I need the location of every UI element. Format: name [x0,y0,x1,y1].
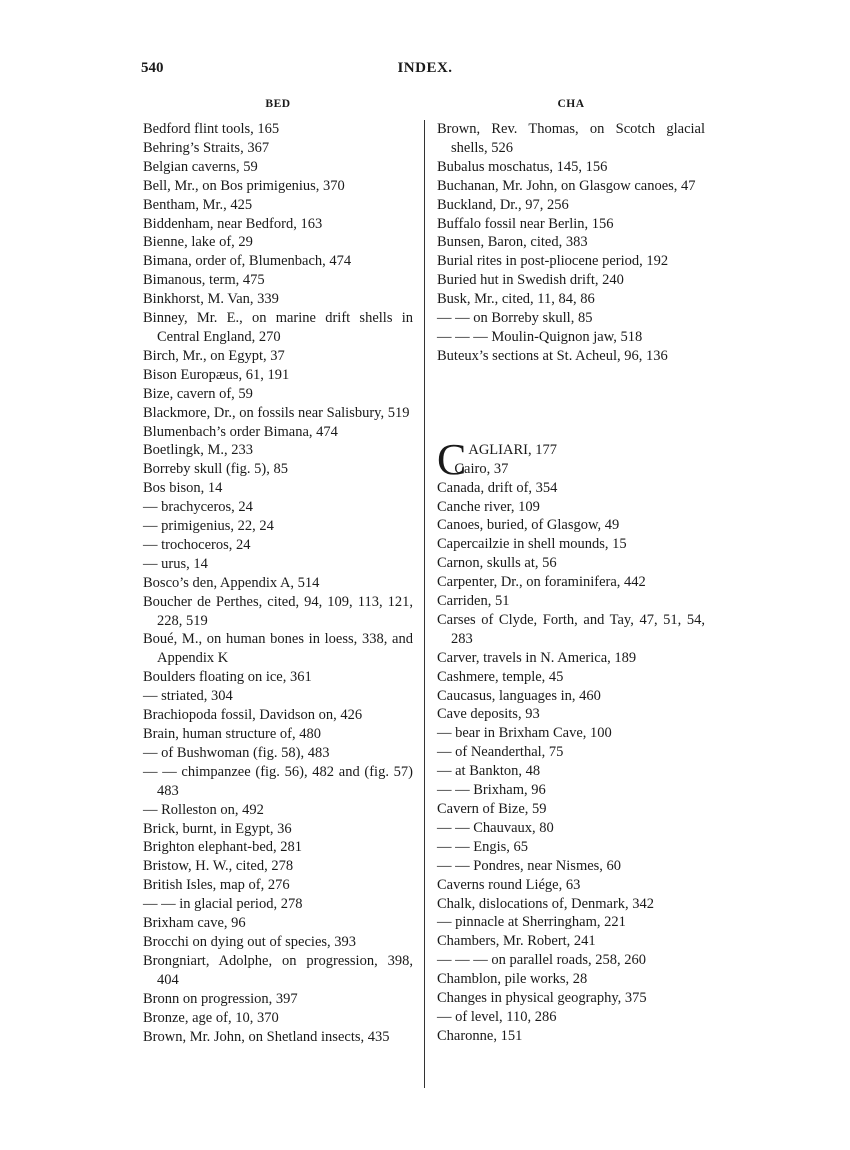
index-entry: Bell, Mr., on Bos primigenius, 370 [143,177,345,194]
index-entry: — — Pondres, near Nismes, 60 [437,857,622,874]
index-entry: Binkhorst, M. Van, 339 [143,291,279,308]
index-entry: Changes in physical geography, 375 [437,990,647,1007]
index-entry: Bos bison, 14 [143,480,223,497]
index-entry: Boetlingk, M., 233 [143,442,253,459]
index-entry: Blackmore, Dr., on fossils near Salisbury, 519 [143,404,410,421]
index-entry: Bristow, H. W., cited, 278 [143,858,294,875]
index-entry: Borreby skull (fig. 5), 85 [143,461,288,478]
index-entry: Cashmere, temple, 45 [437,668,564,685]
index-entry: Bimanous, term, 475 [143,272,265,289]
index-entry: Caucasus, languages in, 460 [437,687,601,704]
index-entry: Bedford flint tools, 165 [143,121,280,137]
index-entry: Carver, travels in N. America, 189 [437,649,637,666]
index-entry: Chambers, Mr. Robert, 241 [437,933,596,950]
index-entry: Boucher de Perthes, cited, 94, 109, 113, 121, 228, 519 [143,593,413,629]
index-entry: Carpenter, Dr., on foraminifera, 442 [437,574,646,591]
index-entry: — brachyceros, 24 [143,499,253,516]
index-entry: Cavern of Bize, 59 [437,801,547,817]
right-column [437,96,705,1046]
index-entry: — — — Moulin-Quignon jaw, 518 [437,328,643,345]
index-entry: Bubalus moschatus, 145, 156 [437,158,608,175]
index-entry: Charonne, 151 [437,1027,523,1044]
index-entry: Busk, Mr., cited, 11, 84, 86 [437,291,595,308]
index-entry: Buteux’s sections at St. Acheul, 96, 136 [437,347,668,364]
index-entry: — urus, 14 [143,555,208,572]
index-entry: Biddenham, near Bedford, 163 [143,215,323,232]
catchword-left: BED [265,98,291,110]
index-entry: — Rolleston on, 492 [143,801,264,818]
index-entry: Caverns round Liége, 63 [437,876,581,893]
index-entry: Brixham cave, 96 [143,915,246,932]
index-entry: — at Bankton, 48 [437,763,541,780]
index-entry: Cairo, 37 [454,460,509,477]
index-entry: Bosco’s den, Appendix A, 514 [143,574,320,591]
index-entry: Boué, M., on human bones in loess, 338, and Appendix K [143,631,413,667]
index-entry: Carriden, 51 [437,593,510,610]
index-entry: — — Engis, 65 [437,838,529,855]
index-entry: Bize, cavern of, 59 [143,385,253,402]
index-entry: — trochoceros, 24 [143,536,251,553]
entries-right-b [437,120,705,366]
index-entry: Binney, Mr. E., on marine drift shells in Central England, 270 [143,310,413,345]
index-entry: — — chimpanzee (fig. 56), 482 and (fig. 57) 483 [143,763,413,799]
index-entry: Bronn on progression, 397 [143,990,298,1007]
left-column [143,96,413,1046]
index-entry: British Isles, map of, 276 [143,877,290,894]
index-entry: Brighton elephant-bed, 281 [143,839,303,856]
index-entry: Bison Europæus, 61, 191 [143,366,290,383]
index-entry: Brachiopoda fossil, Davidson on, 426 [143,707,363,724]
index-entry: Blumenbach’s order Bimana, 474 [143,423,338,440]
index-entry: — bear in Brixham Cave, 100 [437,725,612,742]
index-entry: Carnon, skulls at, 56 [437,555,557,572]
index-entry: — of level, 110, 286 [437,1008,557,1025]
index-entry: Bienne, lake of, 29 [143,234,253,251]
index-entry: Buried hut in Swedish drift, 240 [437,272,624,289]
index-entry: — — Brixham, 96 [437,782,546,799]
index-entry: Chamblon, pile works, 28 [437,971,588,988]
index-entry: Canche river, 109 [437,498,540,515]
index-entry: Brown, Rev. Thomas, on Scotch glacial shells, 526 [437,121,705,156]
index-entry: Buchanan, Mr. John, on Glasgow canoes, 47 [437,177,696,194]
index-entry: Bimana, order of, Blumenbach, 474 [143,253,352,270]
entries-left [143,120,413,1046]
index-entry: Brick, burnt, in Egypt, 36 [143,820,292,837]
index-entry: Carses of Clyde, Forth, and Tay, 47, 51, 54, 283 [437,611,705,647]
index-entry: Brongniart, Adolphe, on progression, 398, 404 [143,952,413,988]
index-entry: Bunsen, Baron, cited, 383 [437,234,588,251]
running-head: INDEX. [397,60,453,76]
index-entry: Bentham, Mr., 425 [143,196,253,213]
index-entry: — pinnacle at Sherringham, 221 [437,914,626,931]
drop-cap-letter: C [437,434,467,484]
index-entry: Brocchi on dying out of species, 393 [143,933,357,950]
entries-right-c [437,460,705,1046]
index-entry: Burial rites in post-pliocene period, 192 [437,253,669,270]
page-number: 540 [141,60,164,76]
catchword-right: CHA [557,98,585,110]
index-entry: Brain, human structure of, 480 [143,726,321,742]
index-entry: — striated, 304 [143,688,233,705]
index-entry: — — Chauvaux, 80 [437,819,554,836]
index-entry: — primigenius, 22, 24 [143,518,274,535]
drop-cap-entry: AGLIARI, 177 [468,441,557,458]
index-entry: Buffalo fossil near Berlin, 156 [437,215,614,232]
column-divider [424,120,425,1088]
index-entry: Boulders floating on ice, 361 [143,669,312,686]
index-entry: Chalk, dislocations of, Denmark, 342 [437,895,655,912]
index-entry: Belgian caverns, 59 [143,158,258,175]
index-entry: Birch, Mr., on Egypt, 37 [143,347,285,364]
index-entry: — — on Borreby skull, 85 [437,310,593,327]
index-entry: Bronze, age of, 10, 370 [143,1009,279,1026]
index-entry: Canoes, buried, of Glasgow, 49 [437,517,620,534]
index-entry: — of Bushwoman (fig. 58), 483 [143,744,330,761]
index-entry: Buckland, Dr., 97, 256 [437,196,569,213]
index-entry: Behring’s Straits, 367 [143,139,270,156]
index-entry: — of Neanderthal, 75 [437,744,564,761]
index-entry: — — — on parallel roads, 258, 260 [437,952,647,969]
index-entry: Capercailzie in shell mounds, 15 [437,536,627,553]
index-entry: Brown, Mr. John, on Shetland insects, 435 [143,1028,390,1045]
index-entry: Canada, drift of, 354 [437,479,558,496]
index-entry: — — in glacial period, 278 [143,896,303,913]
index-entry: Cave deposits, 93 [437,706,540,723]
